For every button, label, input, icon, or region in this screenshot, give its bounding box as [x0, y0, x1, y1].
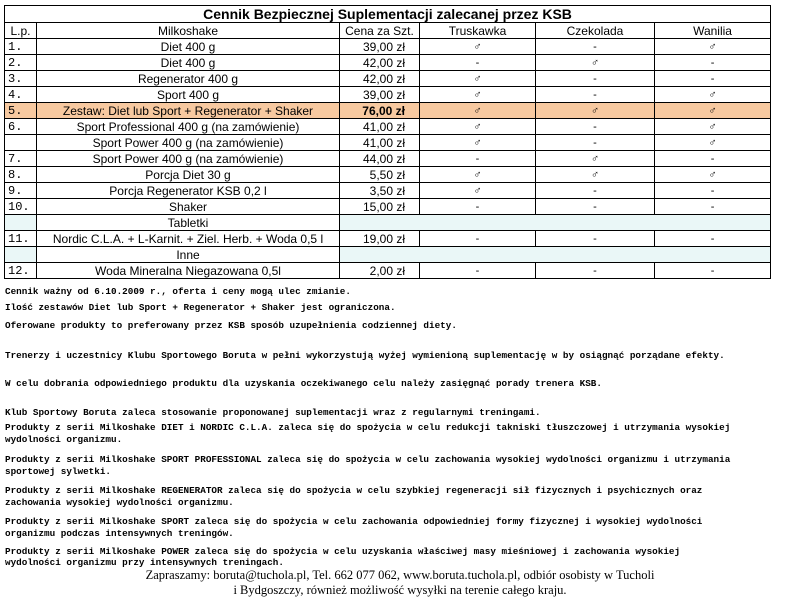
row-product-name: Diet 400 g: [37, 55, 340, 71]
row-flavor-3: -: [655, 231, 771, 247]
table-row: [5, 87, 771, 103]
row-price: 76,00 zł: [340, 103, 420, 119]
table-row: [5, 151, 771, 167]
note-sportpro-1: Produkty z serii Milkoshake SPORT PROFESSIONAL zaleca się do spożycia w celu zachowania wysokiej wydolności organizmu i utrzymania: [5, 454, 731, 465]
blank-cell: [5, 215, 37, 231]
row-flavor-3: ♂: [655, 119, 771, 135]
row-flavor-3: ♂: [655, 167, 771, 183]
note-limit: Ilość zestawów Diet lub Sport + Regenerator + Shaker jest ograniczona.: [5, 302, 396, 313]
header-flavor-1: Truskawka: [420, 23, 536, 39]
table-row: [5, 39, 771, 55]
table-row: [5, 103, 771, 119]
row-product-name: Nordic C.L.A. + L-Karnit. + Ziel. Herb. + Woda 0,5 l: [37, 231, 340, 247]
header-row: [5, 23, 771, 39]
note-offer: Oferowane produkty to preferowany przez KSB sposób uzupełnienia codziennej diety.: [5, 320, 457, 331]
note-sport-1: Produkty z serii Milkoshake SPORT zaleca się do spożycia w celu zachowania odpowiedniej formy fizycznej i wysokiej wydolności: [5, 516, 703, 527]
row-price: 19,00 zł: [340, 231, 420, 247]
row-flavor-3: ♂: [655, 135, 771, 151]
header-flavor-2: Czekolada: [536, 23, 655, 39]
row-price: 41,00 zł: [340, 119, 420, 135]
row-product-name: Diet 400 g: [37, 39, 340, 55]
row-lp: 2.: [5, 55, 37, 71]
table-row: [5, 263, 771, 279]
row-product-name: Sport 400 g: [37, 87, 340, 103]
price-table: [4, 5, 771, 279]
row-lp: 5.: [5, 103, 37, 119]
note-diet-2: wydolności organizmu.: [5, 434, 123, 445]
row-price: 44,00 zł: [340, 151, 420, 167]
row-price: 42,00 zł: [340, 55, 420, 71]
section-row-other: [5, 247, 771, 263]
row-lp: 7.: [5, 151, 37, 167]
section-row-tablets: [5, 215, 771, 231]
row-flavor-3: ♂: [655, 39, 771, 55]
row-flavor-2: ♂: [536, 55, 655, 71]
row-flavor-1: ♂: [420, 183, 536, 199]
row-flavor-2: -: [536, 263, 655, 279]
table-row: [5, 183, 771, 199]
row-lp: 8.: [5, 167, 37, 183]
row-flavor-2: -: [536, 183, 655, 199]
row-flavor-3: -: [655, 199, 771, 215]
row-flavor-1: ♂: [420, 39, 536, 55]
row-flavor-3: -: [655, 71, 771, 87]
row-flavor-2: -: [536, 231, 655, 247]
note-club: Klub Sportowy Boruta zaleca stosowanie proponowanej suplementacji wraz z regularnymi treningami.: [5, 407, 541, 418]
row-price: 2,00 zł: [340, 263, 420, 279]
row-flavor-1: -: [420, 263, 536, 279]
row-lp: 10.: [5, 199, 37, 215]
row-lp: 6.: [5, 119, 37, 135]
row-flavor-3: ♂: [655, 103, 771, 119]
row-flavor-1: -: [420, 151, 536, 167]
table-row: [5, 135, 771, 151]
blank-cell: [340, 247, 771, 263]
row-price: 42,00 zł: [340, 71, 420, 87]
table-row: [5, 167, 771, 183]
row-price: 5,50 zł: [340, 167, 420, 183]
header-flavor-3: Wanilia: [655, 23, 771, 39]
row-product-name: Shaker: [37, 199, 340, 215]
row-lp: 12.: [5, 263, 37, 279]
row-flavor-2: ♂: [536, 167, 655, 183]
row-lp: 11.: [5, 231, 37, 247]
row-product-name: Sport Power 400 g (na zamówienie): [37, 151, 340, 167]
row-flavor-1: -: [420, 199, 536, 215]
note-regen-1: Produkty z serii Milkoshake REGENERATOR zaleca się do spożycia w celu szybkiej regeneracji sił fizycznych i psychicznych oraz: [5, 485, 703, 496]
row-flavor-2: -: [536, 71, 655, 87]
row-flavor-3: -: [655, 55, 771, 71]
row-flavor-3: -: [655, 263, 771, 279]
row-lp: [5, 135, 37, 151]
row-product-name: Woda Mineralna Niegazowana 0,5l: [37, 263, 340, 279]
row-flavor-1: -: [420, 231, 536, 247]
footer-contact-2: i Bydgoszczy, również możliwość wysyłki na terenie całego kraju.: [233, 583, 567, 597]
note-sportpro-2: sportowej sylwetki.: [5, 466, 112, 477]
row-flavor-1: ♂: [420, 103, 536, 119]
row-lp: 4.: [5, 87, 37, 103]
header-product: Milkoshake: [37, 23, 340, 39]
row-flavor-2: ♂: [536, 151, 655, 167]
table-row: [5, 199, 771, 215]
row-flavor-1: ♂: [420, 167, 536, 183]
row-flavor-1: ♂: [420, 119, 536, 135]
note-power-1: Produkty z serii Milkoshake POWER zaleca się do spożycia w celu uzyskania właściwej masy mieśniowej i zachowania wysokiej: [5, 546, 681, 557]
row-flavor-3: ♂: [655, 87, 771, 103]
row-flavor-3: -: [655, 183, 771, 199]
row-flavor-1: ♂: [420, 87, 536, 103]
header-lp: L.p.: [5, 23, 37, 39]
row-flavor-2: -: [536, 87, 655, 103]
row-flavor-1: ♂: [420, 135, 536, 151]
row-price: 15,00 zł: [340, 199, 420, 215]
row-flavor-2: ♂: [536, 103, 655, 119]
row-product-name: Sport Professional 400 g (na zamówienie): [37, 119, 340, 135]
row-product-name: Porcja Regenerator KSB 0,2 l: [37, 183, 340, 199]
row-price: 39,00 zł: [340, 39, 420, 55]
row-flavor-1: ♂: [420, 71, 536, 87]
product-rows: [5, 39, 771, 215]
row-flavor-2: -: [536, 119, 655, 135]
row-product-name: Zestaw: Diet lub Sport + Regenerator + Shaker: [37, 103, 340, 119]
table-row: [5, 71, 771, 87]
table-row: [5, 231, 771, 247]
table-row: [5, 55, 771, 71]
section-label-tablets: Tabletki: [37, 215, 340, 231]
note-sport-2: organizmu podczas intensywnych treningów.: [5, 528, 234, 539]
row-product-name: Porcja Diet 30 g: [37, 167, 340, 183]
row-flavor-1: -: [420, 55, 536, 71]
blank-cell: [340, 215, 771, 231]
note-diet-1: Produkty z serii Milkoshake DIET i NORDIC C.L.A. zaleca się do spożycia w celu redukcji takniski tłuszczowej i utrzymania wysokiej: [5, 422, 731, 433]
section-label-other: Inne: [37, 247, 340, 263]
row-price: 41,00 zł: [340, 135, 420, 151]
table-row: [5, 119, 771, 135]
note-advice: W celu dobrania odpowiedniego produktu dla uzyskania oczekiwanego celu należy zasięgnąć porady trenera KSB.: [5, 378, 602, 389]
row-lp: 1.: [5, 39, 37, 55]
row-flavor-2: -: [536, 39, 655, 55]
row-flavor-2: -: [536, 135, 655, 151]
row-flavor-2: -: [536, 199, 655, 215]
row-price: 3,50 zł: [340, 183, 420, 199]
note-regen-2: zachowania wysokiej wydolności organizmu.: [5, 497, 234, 508]
note-trainers: Trenerzy i uczestnicy Klubu Sportowego Boruta w pełni wykorzystują wyżej wymienioną suplementację w by osiągnąć porządane efekty.: [5, 350, 725, 361]
row-flavor-3: -: [655, 151, 771, 167]
row-product-name: Sport Power 400 g (na zamówienie): [37, 135, 340, 151]
footer-contact-1: Zapraszamy: boruta@tuchola.pl, Tel. 662 077 062, www.boruta.tuchola.pl, odbiór osobisty w Tucholi: [145, 568, 655, 582]
blank-cell: [5, 247, 37, 263]
row-product-name: Regenerator 400 g: [37, 71, 340, 87]
row-price: 39,00 zł: [340, 87, 420, 103]
note-validity: Cennik ważny od 6.10.2009 r., oferta i ceny mogą ulec zmianie.: [5, 286, 351, 297]
note-power-2: wydolności organizmu przy intensywnych treningach.: [5, 557, 284, 568]
row-lp: 9.: [5, 183, 37, 199]
table-title: Cennik Bezpiecznej Suplementacji zalecanej przez KSB: [5, 6, 771, 23]
header-price: Cena za Szt.: [340, 23, 420, 39]
row-lp: 3.: [5, 71, 37, 87]
